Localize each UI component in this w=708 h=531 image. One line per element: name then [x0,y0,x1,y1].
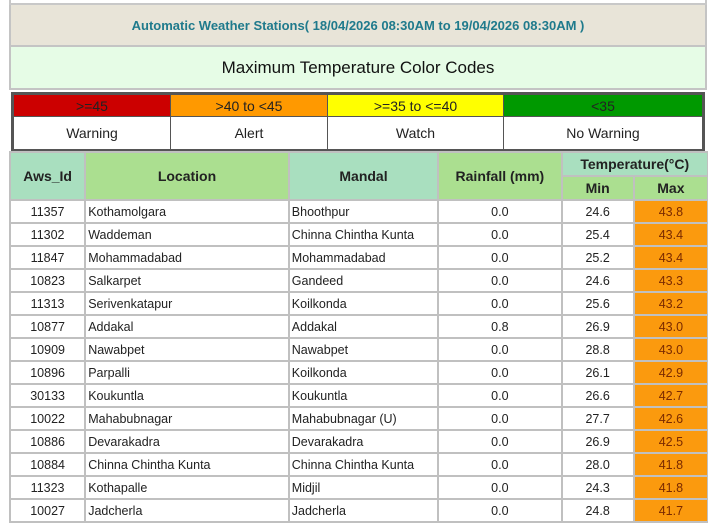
min-temp-cell: 26.6 [563,385,633,406]
legend-label-no-warning: No Warning [504,117,703,150]
rainfall-cell: 0.0 [439,270,560,291]
location-cell: Waddeman [86,224,288,245]
location-cell: Devarakadra [86,431,288,452]
aws-id-cell: 10886 [11,431,84,452]
page-title: Automatic Weather Stations( 18/04/2026 08:30AM to 19/04/2026 08:30AM ) [9,5,707,47]
table-row [11,339,707,360]
location-cell: Koukuntla [86,385,288,406]
location-cell: Salkarpet [86,270,288,291]
location-cell: Kothapalle [86,477,288,498]
header-mandal: Mandal [290,153,437,199]
rainfall-cell: 0.0 [439,247,560,268]
mandal-cell: Devarakadra [290,431,437,452]
rainfall-cell: 0.0 [439,500,560,521]
max-temp-cell: 43.3 [635,270,707,291]
table-row [11,247,707,268]
min-temp-cell: 25.6 [563,293,633,314]
mandal-cell: Addakal [290,316,437,337]
max-temp-cell: 43.0 [635,339,707,360]
legend-label-watch: Watch [328,117,504,150]
aws-id-cell: 11847 [11,247,84,268]
table-body [11,201,707,521]
aws-id-cell: 10877 [11,316,84,337]
min-temp-cell: 27.7 [563,408,633,429]
max-temp-cell: 42.5 [635,431,707,452]
rainfall-cell: 0.0 [439,477,560,498]
aws-id-cell: 10896 [11,362,84,383]
location-cell: Kothamolgara [86,201,288,222]
header-min: Min [563,177,633,199]
table-row [11,385,707,406]
min-temp-cell: 26.1 [563,362,633,383]
mandal-cell: Bhoothpur [290,201,437,222]
min-temp-cell: 28.8 [563,339,633,360]
aws-id-cell: 11313 [11,293,84,314]
max-temp-cell: 43.8 [635,201,707,222]
min-temp-cell: 24.6 [563,201,633,222]
rainfall-cell: 0.0 [439,385,560,406]
color-legend [11,92,705,152]
table-row [11,431,707,452]
max-temp-cell: 43.0 [635,316,707,337]
legend-range-no-warning: <35 [504,95,703,117]
max-temp-cell: 42.6 [635,408,707,429]
rainfall-cell: 0.0 [439,454,560,475]
table-row [11,477,707,498]
table-row [11,270,707,291]
rainfall-cell: 0.0 [439,293,560,314]
mandal-cell: Jadcherla [290,500,437,521]
rainfall-cell: 0.0 [439,224,560,245]
max-temp-cell: 43.4 [635,247,707,268]
aws-id-cell: 30133 [11,385,84,406]
legend-label-alert: Alert [171,117,328,150]
legend-range-alert: >40 to <45 [171,95,328,117]
aws-id-cell: 10022 [11,408,84,429]
aws-id-cell: 11323 [11,477,84,498]
max-temp-cell: 43.2 [635,293,707,314]
max-temp-cell: 42.9 [635,362,707,383]
location-cell: Jadcherla [86,500,288,521]
min-temp-cell: 24.8 [563,500,633,521]
table-row [11,201,707,222]
rainfall-cell: 0.8 [439,316,560,337]
min-temp-cell: 25.2 [563,247,633,268]
aws-id-cell: 10884 [11,454,84,475]
location-cell: Serivenkatapur [86,293,288,314]
aws-id-cell: 11357 [11,201,84,222]
min-temp-cell: 24.6 [563,270,633,291]
location-cell: Addakal [86,316,288,337]
header-aws-id: Aws_Id [11,153,84,199]
table-row [11,224,707,245]
mandal-cell: Mohammadabad [290,247,437,268]
min-temp-cell: 24.3 [563,477,633,498]
max-temp-cell: 43.4 [635,224,707,245]
mandal-cell: Koilkonda [290,362,437,383]
legend-range-watch: >=35 to <=40 [328,95,504,117]
mandal-cell: Koilkonda [290,293,437,314]
header-max: Max [635,177,707,199]
rainfall-cell: 0.0 [439,201,560,222]
rainfall-cell: 0.0 [439,339,560,360]
mandal-cell: Koukuntla [290,385,437,406]
min-temp-cell: 28.0 [563,454,633,475]
max-temp-cell: 41.8 [635,477,707,498]
min-temp-cell: 26.9 [563,316,633,337]
aws-id-cell: 10909 [11,339,84,360]
table-row [11,408,707,429]
min-temp-cell: 26.9 [563,431,633,452]
location-cell: Nawabpet [86,339,288,360]
aws-id-cell: 10823 [11,270,84,291]
mandal-cell: Midjil [290,477,437,498]
table-row [11,500,707,521]
location-cell: Mahabubnagar [86,408,288,429]
min-temp-cell: 25.4 [563,224,633,245]
table-row [11,293,707,314]
rainfall-cell: 0.0 [439,362,560,383]
mandal-cell: Chinna Chintha Kunta [290,224,437,245]
max-temp-cell: 41.7 [635,500,707,521]
location-cell: Mohammadabad [86,247,288,268]
location-cell: Parpalli [86,362,288,383]
weather-stations-table [9,151,708,523]
header-location: Location [86,153,288,199]
mandal-cell: Nawabpet [290,339,437,360]
legend-label-warning: Warning [14,117,171,150]
location-cell: Chinna Chintha Kunta [86,454,288,475]
header-rainfall: Rainfall (mm) [439,153,560,199]
mandal-cell: Chinna Chintha Kunta [290,454,437,475]
max-temp-cell: 41.8 [635,454,707,475]
legend-range-warning: >=45 [14,95,171,117]
rainfall-cell: 0.0 [439,431,560,452]
rainfall-cell: 0.0 [439,408,560,429]
table-row [11,362,707,383]
table-row [11,454,707,475]
header-temperature: Temperature(°C) [563,153,707,175]
page-frame [9,0,707,152]
max-temp-cell: 42.7 [635,385,707,406]
aws-id-cell: 10027 [11,500,84,521]
mandal-cell: Gandeed [290,270,437,291]
aws-id-cell: 11302 [11,224,84,245]
color-codes-title: Maximum Temperature Color Codes [9,47,707,90]
table-row [11,316,707,337]
mandal-cell: Mahabubnagar (U) [290,408,437,429]
